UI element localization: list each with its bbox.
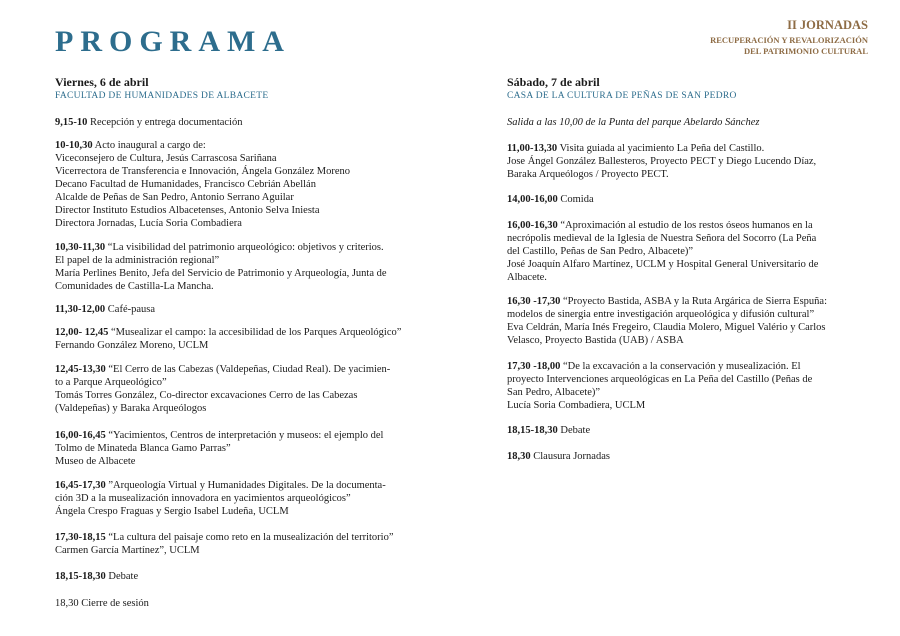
session-item: [507, 450, 827, 463]
session-item: [55, 303, 401, 316]
session-time: 9,15-10: [55, 116, 88, 128]
session-text: Recepción y entrega documentación: [90, 116, 243, 128]
session-text: Debate: [108, 570, 139, 582]
session-time: 18,15-18,30: [507, 424, 558, 436]
session-line: Ángela Crespo Fraguas y Sergio Isabel Ludeña, UCLM: [55, 505, 289, 517]
session-line: El papel de la administración regional”: [55, 254, 220, 266]
venue-heading: CASA DE LA CULTURA DE PEÑAS DE SAN PEDRO: [507, 91, 737, 101]
session-time: 17,30 -18,00: [507, 360, 561, 372]
session-line: [55, 531, 401, 544]
venue-heading: FACULTAD DE HUMANIDADES DE ALBACETE: [55, 91, 269, 101]
session-line: [55, 326, 401, 339]
session-text: “Proyecto Bastida, ASBA y la Ruta Argárica de Sierra Espuña:: [563, 295, 828, 307]
session-time: 10-10,30: [55, 139, 93, 151]
session-item: [507, 360, 827, 412]
session-line: Director Instituto Estudios Albacetenses, Antonio Selva Iniesta: [55, 204, 320, 216]
session-line: [55, 479, 401, 492]
session-item: [55, 241, 401, 293]
session-line: to a Parque Arqueológico”: [55, 376, 167, 388]
session-time: 18,30: [55, 597, 79, 609]
session-item: [507, 193, 827, 206]
saturday-column: [507, 75, 827, 463]
session-item: [507, 424, 827, 437]
event-heading: [710, 18, 868, 57]
session-time: 10,30-11,30: [55, 241, 106, 253]
session-item: [55, 429, 401, 468]
session-line: María Perlines Benito, Jefa del Servicio de Patrimonio y Arqueología, Junta de: [55, 267, 387, 279]
session-line: [507, 142, 827, 155]
session-line: [507, 450, 827, 463]
session-line: Alcalde de Peñas de San Pedro, Antonio Serrano Aguilar: [55, 191, 294, 203]
session-text: “Aproximación al estudio de los restos óseos humanos en la: [560, 219, 813, 231]
session-line: Lucía Soria Combadiera, UCLM: [507, 399, 646, 411]
session-text: Café-pausa: [107, 303, 156, 315]
session-line: necrópolis medieval de la Iglesia de Nuestra Señora del Socorro (La Peña: [507, 232, 817, 244]
day-heading: Sábado, 7 de abril: [507, 75, 600, 89]
session-line: Eva Celdrán, María Inés Fregeiro, Claudia Molero, Miguel Valério y Carlos: [507, 321, 826, 333]
event-title: II JORNADAS: [787, 18, 868, 32]
session-line: del Castillo, Peñas de San Pedro, Albacete)”: [507, 245, 694, 257]
session-line: [507, 360, 827, 373]
session-line: [507, 424, 827, 437]
session-line: [507, 193, 827, 206]
session-text: “El Cerro de las Cabezas (Valdepeñas, Ciudad Real). De yacimien-: [108, 363, 391, 375]
session-time: 16,00-16,45: [55, 429, 106, 441]
session-line: [507, 219, 827, 232]
session-line: Viceconsejero de Cultura, Jesús Carrascosa Sariñana: [55, 152, 277, 164]
session-line: Directora Jornadas, Lucía Soria Combadiera: [55, 217, 242, 229]
session-line: Tomás Torres González, Co-director excavaciones Cerro de las Cabezas: [55, 389, 358, 401]
session-line: [55, 303, 401, 316]
session-line: [55, 429, 401, 442]
session-time: 12,45-13,30: [55, 363, 106, 375]
session-line: Museo de Albacete: [55, 455, 136, 467]
session-text: “Musealizar el campo: la accesibilidad de los Parques Arqueológico”: [111, 326, 402, 338]
session-line: [55, 241, 401, 254]
program-title: PROGRAMA: [55, 25, 291, 58]
session-line: Comunidades de Castilla-La Mancha.: [55, 280, 214, 292]
session-text: Acto inaugural a cargo de:: [94, 139, 206, 151]
session-line: Jose Ángel González Ballesteros, Proyecto PECT y Diego Lucendo Díaz,: [507, 155, 817, 167]
session-line: Decano Facultad de Humanidades, Francisco Cebrián Abellán: [55, 178, 316, 190]
session-item: [55, 531, 401, 557]
session-text: “La visibilidad del patrimonio arqueológico: objetivos y criterios.: [107, 241, 384, 253]
session-line: Albacete.: [507, 271, 547, 283]
session-time: 17,30-18,15: [55, 531, 106, 543]
session-text: Clausura Jornadas: [533, 450, 610, 462]
session-time: 12,00- 12,45: [55, 326, 109, 338]
session-time: 18,15-18,30: [55, 570, 106, 582]
session-item: [507, 219, 827, 284]
friday-column: [55, 75, 401, 610]
session-line: modelos de sinergia entre investigación arqueológica y difusión cultural”: [507, 308, 815, 320]
session-item: [55, 139, 401, 230]
event-subtitle-line: DEL PATRIMONIO CULTURAL: [743, 46, 868, 56]
session-item: [55, 116, 401, 129]
session-item: [55, 363, 401, 415]
event-subtitle-line: RECUPERACIÓN Y REVALORIZACIÓN: [710, 35, 868, 45]
session-text: “De la excavación a la conservación y musealización. El: [563, 360, 801, 372]
session-text: Cierre de sesión: [81, 597, 149, 609]
session-line: proyecto Intervenciones arqueológicas en La Peña del Castillo (Peñas de: [507, 373, 813, 385]
session-time: 16,30 -17,30: [507, 295, 561, 307]
session-line: José Joaquín Alfaro Martínez, UCLM y Hospital General Universitario de: [507, 258, 819, 270]
session-item: [55, 326, 401, 352]
session-line: Carmen García Martínez”, UCLM: [55, 544, 200, 556]
session-item: [55, 597, 401, 610]
session-line: Baraka Arqueólogos / Proyecto PECT.: [507, 168, 669, 180]
day-heading: Viernes, 6 de abril: [55, 75, 149, 89]
session-time: 14,00-16,00: [507, 193, 558, 205]
session-time: 11,30-12,00: [55, 303, 106, 315]
session-line: [55, 597, 401, 610]
session-item: [55, 479, 401, 518]
session-text: ”Arqueología Virtual y Humanidades Digitales. De la documenta-: [108, 479, 386, 491]
session-line: Tolmo de Minateda Blanca Gamo Parras”: [55, 442, 231, 454]
session-item: [507, 142, 827, 181]
session-line: Velasco, Proyecto Bastida (UAB) / ASBA: [507, 334, 684, 346]
session-time: 16,00-16,30: [507, 219, 558, 231]
session-text: “Yacimientos, Centros de interpretación y museos: el ejemplo del: [108, 429, 384, 441]
session-line: ción 3D a la musealización innovadora en yacimientos arqueológicos”: [55, 492, 351, 504]
session-line: San Pedro, Albacete)”: [507, 386, 601, 398]
session-time: 11,00-13,30: [507, 142, 558, 154]
session-text: Comida: [560, 193, 594, 205]
session-time: 18,30: [507, 450, 531, 462]
session-line: [55, 139, 401, 152]
session-line: Fernando González Moreno, UCLM: [55, 339, 209, 351]
session-text: “La cultura del paisaje como reto en la musealización del territorio”: [108, 531, 394, 543]
session-line: Vicerrectora de Transferencia e Innovación, Ángela González Moreno: [55, 165, 350, 177]
session-text: Debate: [560, 424, 591, 436]
session-line: [55, 570, 401, 583]
session-item: [507, 295, 827, 347]
session-line: (Valdepeñas) y Baraka Arqueólogos: [55, 402, 207, 414]
session-line: [55, 363, 401, 376]
session-text: Visita guiada al yacimiento La Peña del Castillo.: [559, 142, 765, 154]
session-item: [55, 570, 401, 583]
session-time: 16,45-17,30: [55, 479, 106, 491]
departure-note: Salida a las 10,00 de la Punta del parque Abelardo Sánchez: [507, 116, 760, 128]
session-line: [55, 116, 401, 129]
session-line: [507, 295, 827, 308]
